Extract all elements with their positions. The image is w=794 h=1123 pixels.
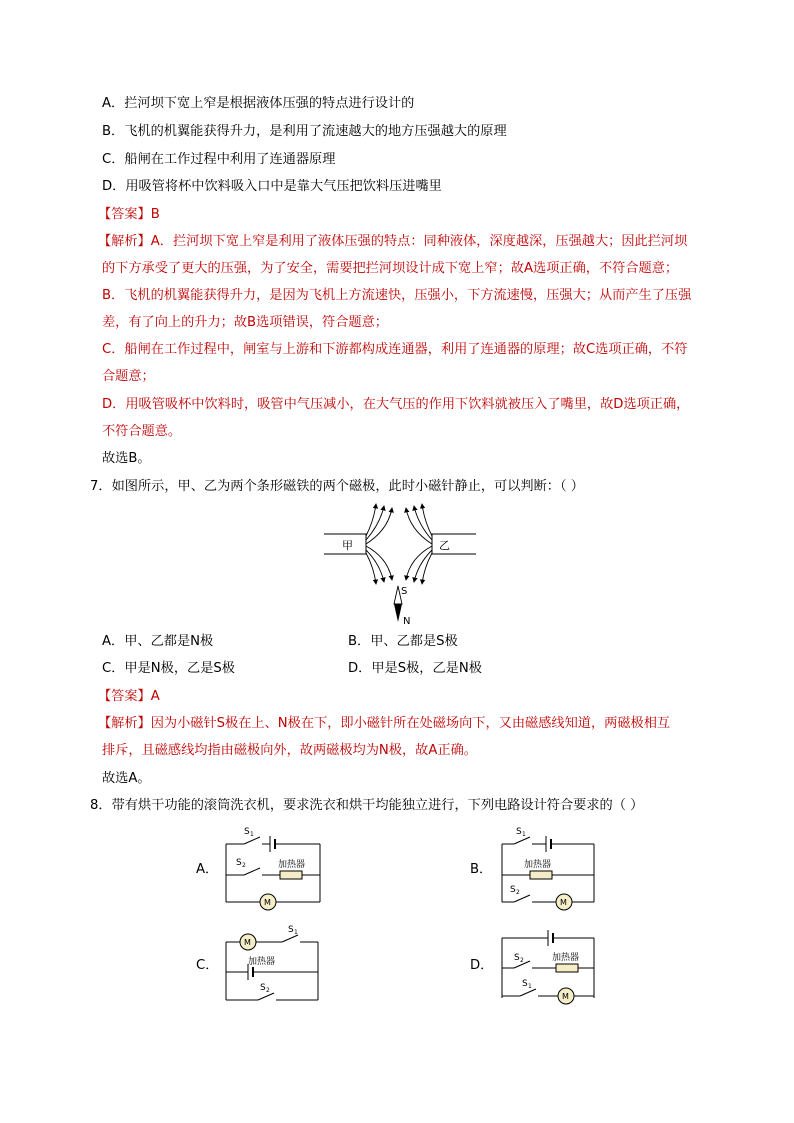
q6-analysis-line: D．用吸管吸杯中饮料时，吸管中气压减小，在大气压的作用下饮料就被压入了嘴里，故D选项正确， xyxy=(102,397,690,412)
q6-option-c: C．船闸在工作过程中利用了连通器原理 xyxy=(102,152,336,167)
svg-text:1: 1 xyxy=(250,831,254,838)
q6-analysis-line: 【解析】A．拦河坝下宽上窄是利用了液体压强的特点：同种液体，深度越深，压强越大；因此拦河坝 xyxy=(98,234,688,249)
q7-magnet-figure xyxy=(320,500,480,630)
svg-text:S: S xyxy=(516,827,522,837)
needle-n-label: N xyxy=(403,616,411,627)
svg-text:S: S xyxy=(522,979,528,989)
svg-text:加热器: 加热器 xyxy=(248,957,276,967)
svg-text:M: M xyxy=(560,898,567,907)
q6-analysis-line: 的下方承受了更大的压强，为了安全，需要把拦河坝设计成下宽上窄；故A选项正确，不符合题意； xyxy=(102,261,679,276)
circuit-c-label: C． xyxy=(196,958,219,973)
svg-text:M: M xyxy=(244,938,251,947)
svg-text:S: S xyxy=(288,925,294,935)
q7-option-c: C．甲是N极，乙是S极 xyxy=(102,661,235,676)
q6-option-b: B．飞机的机翼能获得升力，是利用了流速越大的地方压强越大的原理 xyxy=(102,124,507,139)
svg-text:S: S xyxy=(236,858,242,868)
q6-analysis-line: C．船闸在工作过程中，闸室与上游和下游都构成连通器，利用了连通器的原理；故C选项正确，不符 xyxy=(102,342,688,357)
q7-analysis-line: 排斥，且磁感线均指由磁极向外，故两磁极均为N极，故A正确。 xyxy=(102,743,477,758)
q7-option-a: A．甲、乙都是N极 xyxy=(102,634,214,649)
q6-analysis-line: 合题意； xyxy=(102,369,155,384)
svg-text:S: S xyxy=(510,885,516,895)
svg-text:S: S xyxy=(514,953,520,963)
circuit-d-label: D． xyxy=(470,958,494,973)
svg-text:加热器: 加热器 xyxy=(524,860,552,870)
circuit-b-label: B． xyxy=(470,862,493,877)
svg-text:1: 1 xyxy=(522,831,526,838)
circuit-b xyxy=(496,822,600,914)
svg-text:2: 2 xyxy=(266,987,270,994)
svg-text:S: S xyxy=(244,827,250,837)
svg-text:M: M xyxy=(562,992,569,1001)
svg-text:加热器: 加热器 xyxy=(552,953,580,963)
svg-text:2: 2 xyxy=(516,889,520,896)
magnet-left-label: 甲 xyxy=(342,539,353,552)
q8-stem: 8．带有烘干功能的滚筒洗衣机，要求洗衣和烘干均能独立进行，下列电路设计符合要求的（ ） xyxy=(90,798,644,813)
circuit-c xyxy=(220,920,324,1008)
q7-option-b: B．甲、乙都是S极 xyxy=(348,634,458,649)
q7-option-d: D．甲是S极，乙是N极 xyxy=(348,661,482,676)
svg-text:加热器: 加热器 xyxy=(278,860,306,870)
q7-conclusion: 故选A。 xyxy=(102,771,151,786)
heater-resistor xyxy=(530,871,552,879)
heater-resistor xyxy=(280,871,302,879)
q6-analysis-line: 差，有了向上的升力；故B选项错误，符合题意； xyxy=(102,315,388,330)
circuit-a-label: A． xyxy=(196,862,219,877)
magnet-right-label: 乙 xyxy=(439,539,450,552)
svg-text:M: M xyxy=(264,898,271,907)
q6-analysis-line: 不符合题意。 xyxy=(102,424,182,439)
svg-text:1: 1 xyxy=(528,983,532,990)
q7-stem: 7．如图所示，甲、乙为两个条形磁铁的两个磁极，此时小磁针静止，可以判断：（ ） xyxy=(90,479,584,494)
svg-text:1: 1 xyxy=(294,929,298,936)
q7-analysis-line: 【解析】因为小磁针S极在上、N极在下，即小磁针所在处磁场向下，又由磁感线知道，两磁极相互 xyxy=(98,716,671,731)
q6-answer: 【答案】B xyxy=(98,207,160,222)
circuit-a xyxy=(220,822,330,914)
q6-analysis-line: B．飞机的机翼能获得升力，是因为飞机上方流速快，压强小，下方流速慢，压强大；从而产生了压强 xyxy=(102,288,692,303)
q6-option-a: A．拦河坝下宽上窄是根据液体压强的特点进行设计的 xyxy=(102,96,415,111)
svg-text:S: S xyxy=(260,983,266,993)
circuit-d xyxy=(496,920,600,1008)
needle-s-label: S xyxy=(401,586,408,597)
q7-answer: 【答案】A xyxy=(98,689,160,704)
svg-text:2: 2 xyxy=(520,957,524,964)
q6-conclusion: 故选B。 xyxy=(102,451,151,466)
svg-text:2: 2 xyxy=(242,862,246,869)
q6-option-d: D．用吸管将杯中饮料吸入口中是靠大气压把饮料压进嘴里 xyxy=(102,179,442,194)
heater-resistor xyxy=(556,964,578,972)
